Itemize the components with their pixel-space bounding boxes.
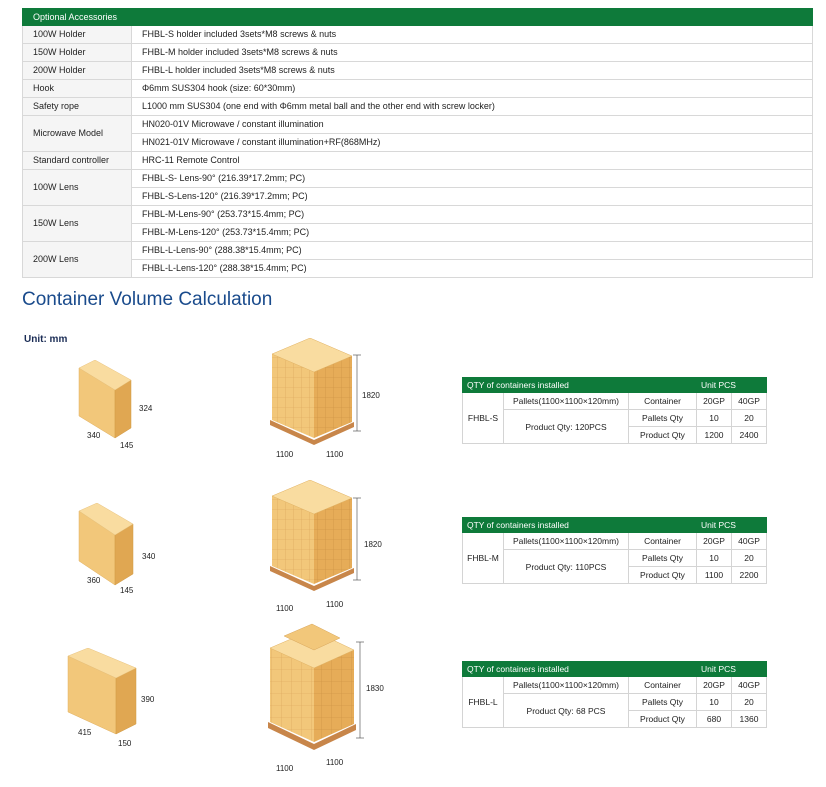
acc-label: Standard controller	[23, 152, 132, 170]
model-cell: FHBL-M	[463, 533, 504, 584]
acc-value: FHBL-S- Lens-90° (216.39*17.2mm; PC)	[132, 170, 813, 188]
acc-label: 100W Holder	[23, 26, 132, 44]
acc-value: FHBL-M holder included 3sets*M8 screws & nuts	[132, 44, 813, 62]
acc-value: FHBL-L-Lens-120° (288.38*15.4mm; PC)	[132, 260, 813, 278]
pallets-40: 20	[732, 550, 767, 567]
model-cell: FHBL-S	[463, 393, 504, 444]
pallet-spec: Pallets(1100×1100×120mm)	[504, 393, 629, 410]
pallet-height-line	[355, 641, 365, 739]
pallets-20: 10	[697, 694, 732, 711]
carton-height-dim: 340	[142, 552, 156, 561]
acc-value: HN020-01V Microwave / constant illumination	[132, 116, 813, 134]
pallet-height-line	[352, 354, 362, 432]
product-40: 1360	[732, 711, 767, 728]
qty-unit: Unit PCS	[697, 662, 767, 677]
product-qty-label: Product Qty	[629, 427, 697, 444]
pallet-height-line	[352, 497, 362, 581]
pallet-width-dim: 1100	[276, 764, 294, 773]
qty-table	[462, 661, 767, 728]
acc-value: Φ6mm SUS304 hook (size: 60*30mm)	[132, 80, 813, 98]
pallets-40: 20	[732, 410, 767, 427]
pallet-depth-dim: 1100	[326, 450, 344, 459]
qty-title: QTY of containers installed	[463, 662, 697, 677]
acc-value: FHBL-S-Lens-120° (216.39*17.2mm; PC)	[132, 188, 813, 206]
pallet-illustration	[262, 338, 362, 453]
qty-title: QTY of containers installed	[463, 378, 697, 393]
acc-label: 150W Lens	[23, 206, 132, 242]
acc-value: FHBL-M-Lens-90° (253.73*15.4mm; PC)	[132, 206, 813, 224]
pallet-height-dim: 1820	[364, 540, 382, 549]
acc-label: Safety rope	[23, 98, 132, 116]
carton-illustration	[75, 503, 137, 588]
acc-label: Microwave Model	[23, 116, 132, 152]
acc-label: Hook	[23, 80, 132, 98]
acc-value: FHBL-M-Lens-120° (253.73*15.4mm; PC)	[132, 224, 813, 242]
acc-label: 150W Holder	[23, 44, 132, 62]
product-qty-summary: Product Qty: 68 PCS	[504, 694, 629, 728]
carton-depth-dim: 150	[118, 739, 132, 748]
c20-header: 20GP	[697, 677, 732, 694]
pallets-qty-label: Pallets Qty	[629, 410, 697, 427]
c40-header: 40GP	[732, 677, 767, 694]
pallets-20: 10	[697, 410, 732, 427]
acc-value: L1000 mm SUS304 (one end with Φ6mm metal ball and the other end with screw locker)	[132, 98, 813, 116]
acc-label: 200W Lens	[23, 242, 132, 278]
pallet-depth-dim: 1100	[326, 600, 344, 609]
acc-value: HN021-01V Microwave / constant illumination+RF(868MHz)	[132, 134, 813, 152]
carton-illustration	[64, 648, 140, 736]
section-title: Container Volume Calculation	[22, 289, 273, 310]
carton-width-dim: 360	[87, 576, 101, 585]
pallet-width-dim: 1100	[276, 450, 294, 459]
model-cell: FHBL-L	[463, 677, 504, 728]
qty-table	[462, 377, 767, 444]
container-label: Container	[629, 677, 697, 694]
pallet-depth-dim: 1100	[326, 758, 344, 767]
qty-title: QTY of containers installed	[463, 518, 697, 533]
pallet-spec: Pallets(1100×1100×120mm)	[504, 677, 629, 694]
c40-header: 40GP	[732, 533, 767, 550]
carton-width-dim: 415	[78, 728, 92, 737]
carton-depth-dim: 145	[120, 586, 134, 595]
carton-height-dim: 324	[139, 404, 153, 413]
product-qty-summary: Product Qty: 110PCS	[504, 550, 629, 584]
acc-value: HRC-11 Remote Control	[132, 152, 813, 170]
product-qty-summary: Product Qty: 120PCS	[504, 410, 629, 444]
carton-depth-dim: 145	[120, 441, 134, 450]
carton-height-dim: 390	[141, 695, 155, 704]
pallet-width-dim: 1100	[276, 604, 294, 613]
c20-header: 20GP	[697, 533, 732, 550]
qty-unit: Unit PCS	[697, 378, 767, 393]
product-20: 680	[697, 711, 732, 728]
product-qty-label: Product Qty	[629, 567, 697, 584]
pallet-height-dim: 1820	[362, 391, 380, 400]
accessories-header: Optional Accessories	[23, 9, 813, 26]
product-40: 2200	[732, 567, 767, 584]
pallet-illustration	[262, 480, 362, 600]
qty-table	[462, 517, 767, 584]
container-label: Container	[629, 393, 697, 410]
product-20: 1100	[697, 567, 732, 584]
pallets-40: 20	[732, 694, 767, 711]
pallets-20: 10	[697, 550, 732, 567]
pallets-qty-label: Pallets Qty	[629, 550, 697, 567]
pallets-qty-label: Pallets Qty	[629, 694, 697, 711]
container-label: Container	[629, 533, 697, 550]
c40-header: 40GP	[732, 393, 767, 410]
acc-value: FHBL-L holder included 3sets*M8 screws & nuts	[132, 62, 813, 80]
qty-unit: Unit PCS	[697, 518, 767, 533]
unit-label: Unit: mm	[24, 334, 68, 345]
carton-width-dim: 340	[87, 431, 101, 440]
product-qty-label: Product Qty	[629, 711, 697, 728]
acc-label: 100W Lens	[23, 170, 132, 206]
c20-header: 20GP	[697, 393, 732, 410]
acc-value: FHBL-L-Lens-90° (288.38*15.4mm; PC)	[132, 242, 813, 260]
carton-illustration	[75, 360, 135, 440]
accessories-table	[22, 8, 813, 278]
pallet-illustration	[262, 622, 362, 760]
pallet-height-dim: 1830	[366, 684, 384, 693]
product-40: 2400	[732, 427, 767, 444]
acc-value: FHBL-S holder included 3sets*M8 screws & nuts	[132, 26, 813, 44]
acc-label: 200W Holder	[23, 62, 132, 80]
product-20: 1200	[697, 427, 732, 444]
pallet-spec: Pallets(1100×1100×120mm)	[504, 533, 629, 550]
